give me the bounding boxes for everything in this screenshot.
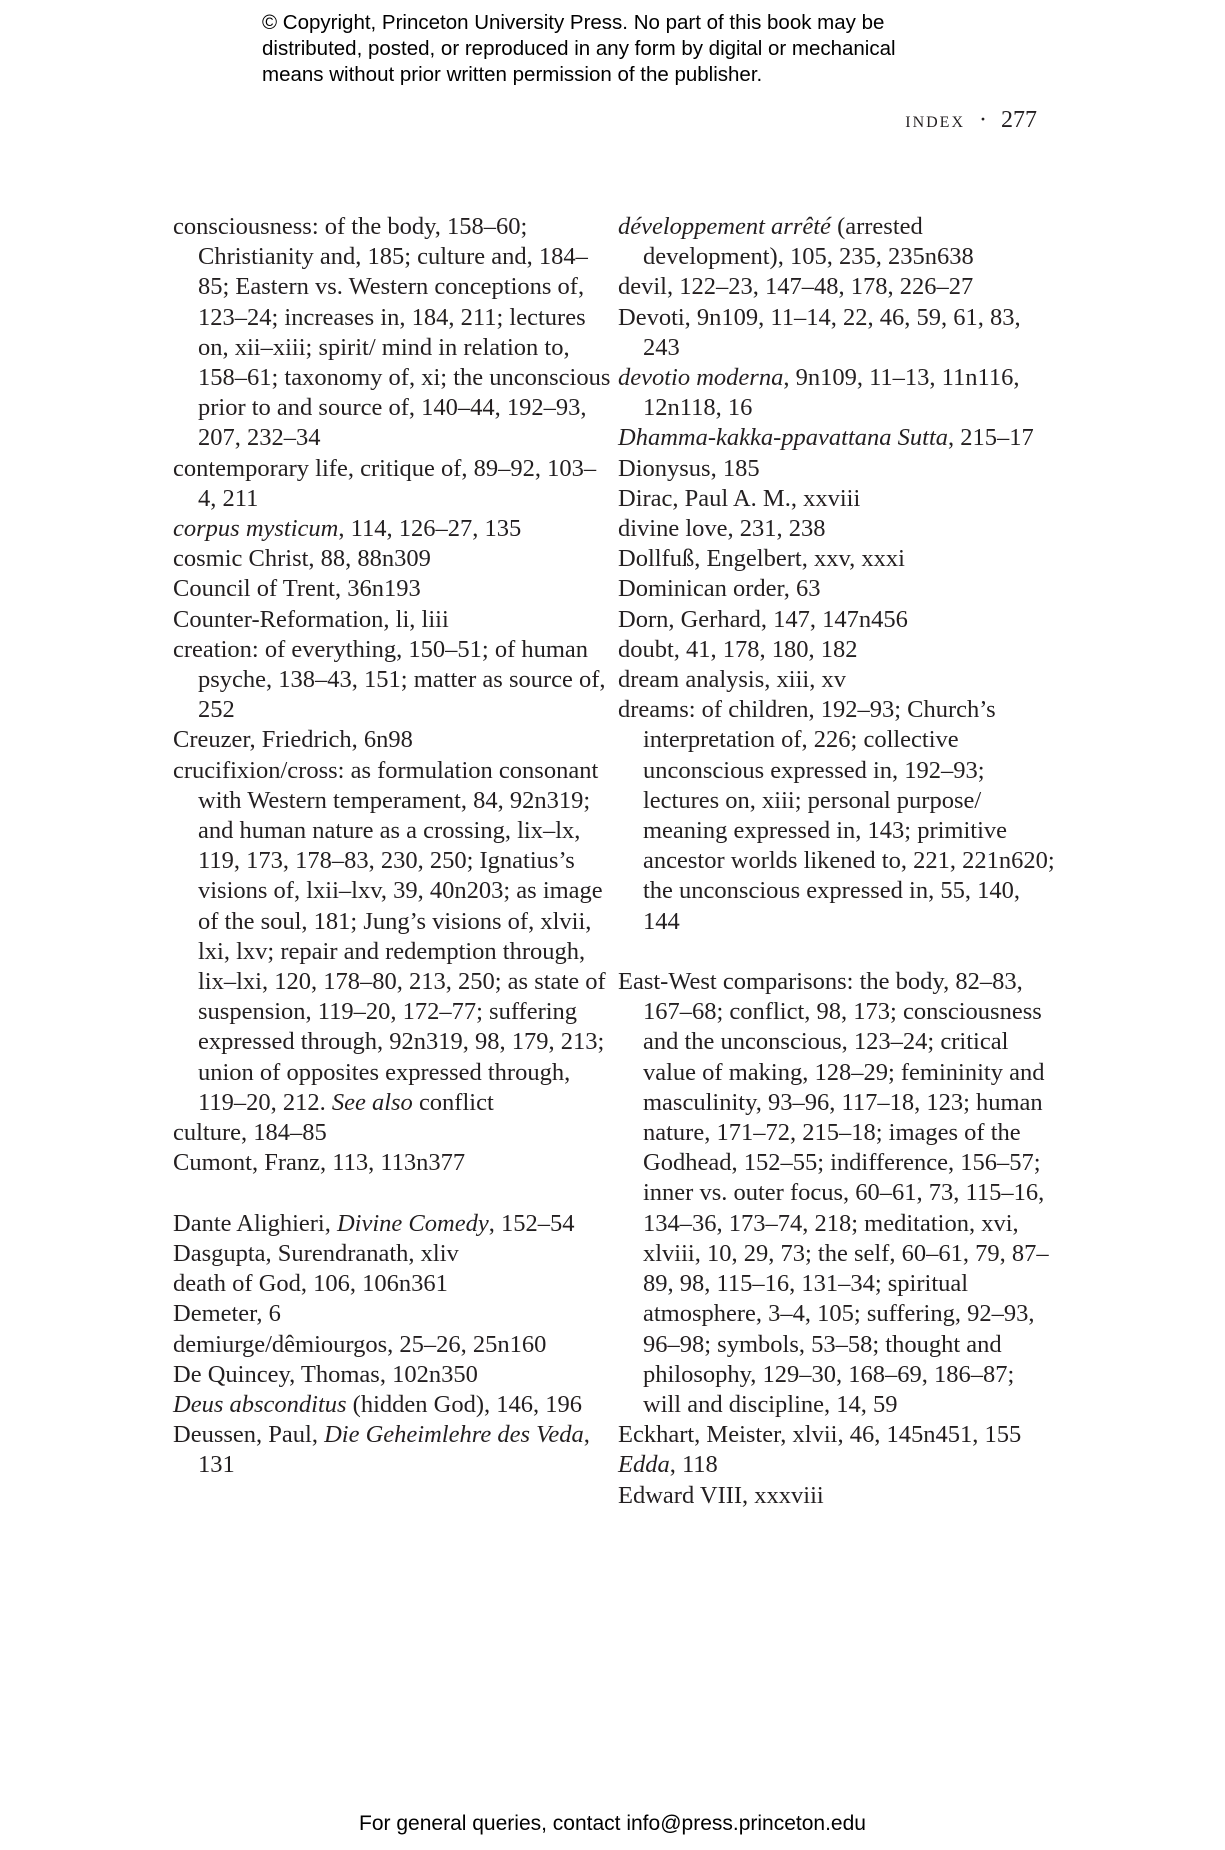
index-entry-italic-text: devotio moderna [618, 364, 784, 392]
index-entry [618, 665, 1058, 695]
index-entry-text: culture, 184–85 [173, 1119, 327, 1147]
index-entry [618, 1450, 1058, 1480]
index-entry-text: Dante Alighieri, [173, 1209, 337, 1237]
index-entry [618, 1420, 1058, 1450]
index-entry-italic-text: Edda [618, 1451, 670, 1479]
index-entry-text: (hidden God), 146, 196 [346, 1390, 582, 1418]
index-entry-text: contemporary life, critique of, 89–92, 103–4, 211 [173, 454, 597, 512]
index-entry-text: Devoti, 9n109, 11–14, 22, 46, 59, 61, 83, 243 [618, 303, 1021, 361]
index-entry [173, 514, 613, 544]
footer-contact: For general queries, contact info@press.princeton.edu [359, 1812, 866, 1835]
index-entry-text: Dominican order, 63 [618, 575, 821, 603]
index-entry [618, 967, 1058, 1420]
index-entry [618, 303, 1058, 363]
copyright-line: © Copyright, Princeton University Press. No part of this book may be [262, 11, 885, 34]
index-entry-text: crucifixion/cross: as formulation consonant with Western temperament, 84, 92n319; and human nature as a crossing, lix–lx, 119, 173, 178–83, 230, 250; Ignatius’s visions of, lxii–lxv, 39, 40n203; as image of the soul, 181; Jung’s visions of, xlvii, lxi, lxv; repair and redemption through, lix–lxi, 120, 178–80, 213, 250; as state of suspension, 119–20, 172–77; suffering expressed through, 92n319, 98, 179, 213; union of opposites expressed through, 119–20, 212. [173, 756, 606, 1116]
index-entry-text: (arrested development), 105, 235, 235n638 [643, 213, 974, 271]
index-entry-text: , 118 [669, 1451, 718, 1479]
index-entry [618, 544, 1058, 574]
index-entry-italic-text: corpus mysticum [173, 515, 339, 543]
index-entry-text: creation: of everything, 150–51; of human psyche, 138–43, 151; matter as source of, 252 [173, 635, 606, 724]
index-entry [618, 1481, 1058, 1511]
index-entry [173, 1390, 613, 1420]
index-entry [173, 574, 613, 604]
index-entry-text: demiurge/dêmiourgos, 25–26, 25n160 [173, 1330, 547, 1358]
page-number: 277 [1001, 107, 1037, 133]
index-entry-text: Dirac, Paul A. M., xxviii [618, 484, 861, 512]
index-entry-text: Cumont, Franz, 113, 113n377 [173, 1149, 466, 1177]
letter-group-gap [618, 937, 1058, 967]
index-entry [618, 514, 1058, 544]
index-entry-italic-text: Deus absconditus [173, 1390, 347, 1418]
index-entry-text: cosmic Christ, 88, 88n309 [173, 545, 431, 573]
index-entry [173, 212, 613, 454]
index-entry-text: consciousness: of the body, 158–60; Christianity and, 185; culture and, 184–85; Eastern vs. Western conceptions of, 123–24; increases in, 184, 211; lectures on, xii–xiii; spirit/ mind in relation to, 158–61; taxonomy of, xi; the unconscious prior to and source of, 140–44, 192–93, 207, 232–34 [173, 213, 611, 452]
index-column-left [173, 212, 613, 1481]
index-entry-italic-text: Divine Comedy [336, 1209, 489, 1237]
index-entry-text: , 114, 126–27, 135 [338, 515, 522, 543]
index-entry-text: dream analysis, xiii, xv [618, 666, 846, 694]
index-entry-text: , 215–17 [948, 424, 1034, 452]
index-entry-text: , 152–54 [488, 1209, 575, 1237]
index-entry-text: De Quincey, Thomas, 102n350 [173, 1360, 478, 1388]
index-entry-italic-text: Dhamma-kakka-ppavattana Sutta [618, 424, 948, 452]
index-entry-text: Council of Trent, 36n193 [173, 575, 421, 603]
index-entry-text: Eckhart, Meister, xlvii, 46, 145n451, 155 [618, 1421, 1022, 1449]
index-entry-text: , 9n109, 11–13, 11n116, 12n118, 16 [643, 364, 1020, 422]
index-entry [618, 212, 1058, 272]
index-entry-text: doubt, 41, 178, 180, 182 [618, 635, 858, 663]
running-head [905, 107, 1037, 134]
index-entry [173, 1420, 613, 1480]
index-entry [173, 544, 613, 574]
index-entry [173, 1269, 613, 1299]
index-entry-text: divine love, 231, 238 [618, 515, 826, 543]
index-entry-text: death of God, 106, 106n361 [173, 1270, 448, 1298]
index-entry-text: conflict [412, 1088, 494, 1116]
index-entry [173, 725, 613, 755]
index-entry-italic-text: développement arrêté [618, 213, 831, 240]
copyright-line: means without prior written permission of the publisher. [262, 63, 763, 86]
section-label: index [905, 107, 965, 132]
index-entry [618, 574, 1058, 604]
index-entry [173, 1118, 613, 1148]
index-entry-text: Demeter, 6 [173, 1300, 281, 1328]
letter-group-gap [173, 1179, 613, 1209]
index-entry-text: Dionysus, 185 [618, 454, 760, 482]
index-entry-text: Creuzer, Friedrich, 6n98 [173, 726, 413, 754]
index-entry [618, 635, 1058, 665]
index-entry [618, 605, 1058, 635]
index-column-right [618, 212, 1058, 1511]
index-entry [618, 363, 1058, 423]
index-entry [618, 423, 1058, 453]
index-entry-italic-text: Die Geheimlehre des Veda [324, 1421, 584, 1449]
index-entry-text: Deussen, Paul, [173, 1421, 325, 1449]
index-entry-text: Dorn, Gerhard, 147, 147n456 [618, 605, 908, 633]
index-entry [173, 1148, 613, 1178]
copyright-notice [262, 10, 1022, 88]
index-entry [173, 1239, 613, 1269]
index-entry-text: Counter-Reformation, li, liii [173, 605, 449, 633]
index-entry-text: dreams: of children, 192–93; Church’s interpretation of, 226; collective unconscious expressed in, 192–93; lectures on, xiii; personal purpose/ meaning expressed in, 143; primitive ancestor worlds likened to, 221, 221n620; the unconscious expressed in, 55, 140, 144 [618, 696, 1055, 935]
index-entry-text: Dollfuß, Engelbert, xxv, xxxi [618, 545, 905, 573]
index-entry [173, 1209, 613, 1239]
index-entry-text: Edward VIII, xxxviii [618, 1481, 824, 1509]
index-entry [173, 605, 613, 635]
separator: · [979, 107, 987, 133]
index-entry-text: , 131 [198, 1421, 590, 1479]
index-entry-text: devil, 122–23, 147–48, 178, 226–27 [618, 273, 974, 301]
index-entry [618, 695, 1058, 937]
index-entry [618, 484, 1058, 514]
index-entry [173, 1299, 613, 1329]
index-entry [173, 454, 613, 514]
index-entry-text: Dasgupta, Surendranath, xliv [173, 1239, 459, 1267]
index-entry [173, 635, 613, 726]
index-entry-italic-text: See also [331, 1088, 413, 1116]
index-entry [618, 454, 1058, 484]
index-entry [173, 1330, 613, 1360]
index-entry [173, 1360, 613, 1390]
copyright-line: distributed, posted, or reproduced in any form by digital or mechanical [262, 37, 896, 60]
index-entry [618, 272, 1058, 302]
index-entry [173, 756, 613, 1118]
index-entry-text: East-West comparisons: the body, 82–83, 167–68; conflict, 98, 173; consciousness and the unconscious, 123–24; critical value of making, 128–29; femininity and masculinity, 93–96, 117–18, 123; human nature, 171–72, 215–18; images of the Godhead, 152–55; indifference, 156–57; inner vs. outer focus, 60–61, 73, 115–16, 134–36, 173–74, 218; meditation, xvi, xlviii, 10, 29, 73; the self, 60–61, 79, 87–89, 98, 115–16, 131–34; spiritual atmosphere, 3–4, 105; suffering, 92–93, 96–98; symbols, 53–58; thought and philosophy, 129–30, 168–69, 186–87; will and discipline, 14, 59 [618, 968, 1049, 1418]
